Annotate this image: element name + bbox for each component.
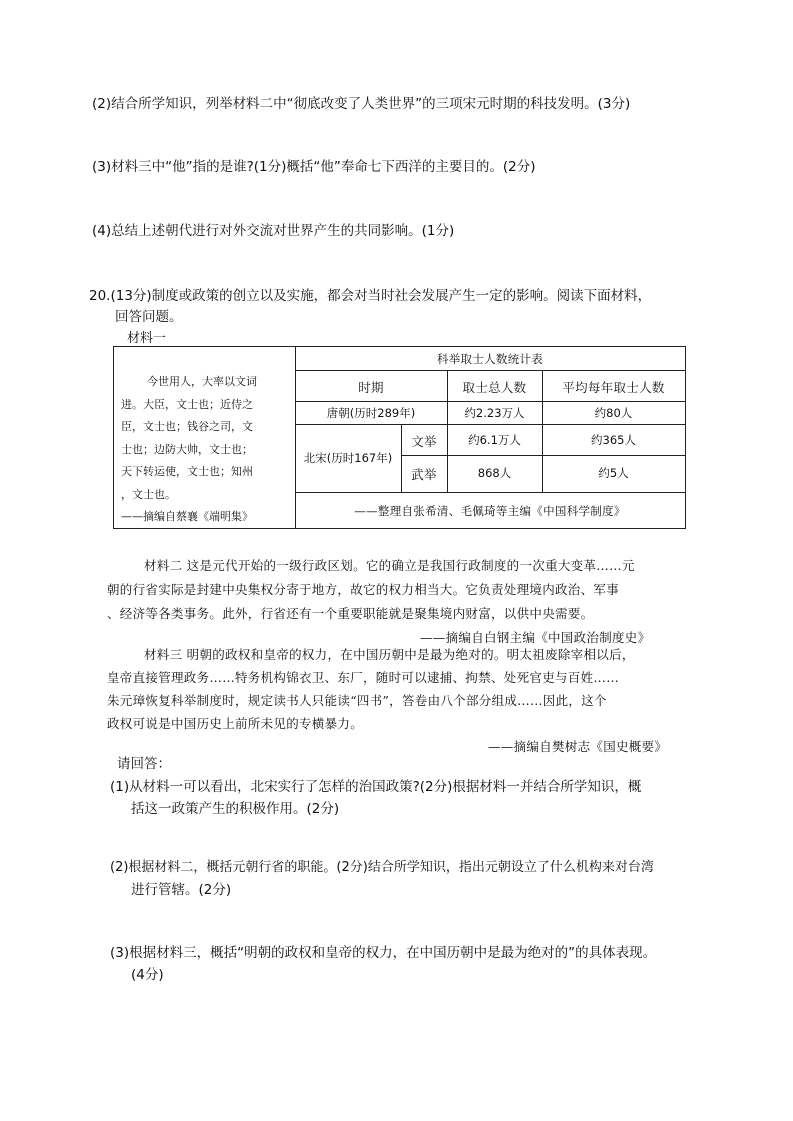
divider	[295, 401, 685, 402]
quote-line: 臣，文士也；钱谷之司，文	[121, 420, 253, 433]
sub-question-2-line1: (2)根据材料二，概括元朝行省的职能。(2分)结合所学知识，指出元朝设立了什么机构来对台湾	[110, 860, 654, 875]
material1-label: 材料一	[127, 331, 167, 346]
row-tang-total: 约2.23万人	[464, 406, 525, 420]
row-tang-period: 唐朝(历时289年)	[326, 406, 416, 420]
divider	[295, 424, 685, 425]
quote-line: ，文士也。	[121, 487, 176, 501]
row-song-military-total: 868人	[477, 466, 512, 480]
material3-line: 材料三 明朝的政权和皇帝的权力，在中国历朝中是最为绝对的。明太祖废除宰相以后，	[144, 647, 635, 662]
divider	[295, 370, 685, 371]
row-song-civil-avg: 约365人	[591, 433, 636, 447]
question-4: (4)总结上述朝代进行对外交流对世界产生的共同影响。(1分)	[92, 223, 455, 239]
quote-line: 进。大臣，文士也；近侍之	[121, 397, 253, 411]
q20-intro-line1: 20.(13分)制度或政策的创立以及实施，都会对当时社会发展产生一定的影响。阅读下面材料，	[89, 288, 652, 304]
quote-line: 天下转运使，文士也；知州	[121, 465, 253, 478]
material2-line: 朝的行省实际是封建中央集权分寄于地方，故它的权力相当大。它负责处理境内政治、军事	[107, 582, 620, 597]
table-source: ——整理自张希清、毛佩琦等主编《中国科学制度》	[354, 504, 626, 518]
row-song-military-avg: 约5人	[598, 466, 629, 480]
material2-line: 材料二 这是元代开始的一级行政区划。它的确立是我国行政制度的一次重大变革……元	[144, 558, 635, 573]
header-avg: 平均每年取士人数	[562, 380, 665, 395]
row-song-military: 武举	[411, 467, 437, 482]
sub-question-1-line2: 括这一政策产生的积极作用。(2分)	[131, 801, 340, 817]
header-total: 取士总人数	[462, 380, 527, 395]
sub-question-2-line2: 进行管辖。(2分)	[131, 882, 232, 898]
divider	[401, 455, 685, 456]
question-2: (2)结合所学知识，列举材料二中“彻底改变了人类世界”的三项宋元时期的科技发明。(3分)	[92, 96, 631, 112]
material3-line: 皇帝直接管理政务……特务机构锦衣卫、东厂，随时可以逮捕、拘禁、处死官吏与百姓……	[107, 670, 620, 685]
sub-question-3-line1: (3)根据材料三，概括“明朝的政权和皇帝的权力，在中国历朝中是最为绝对的”的具体表现。	[110, 945, 657, 961]
row-song-civil: 文举	[411, 434, 437, 449]
row-song-period: 北宋(历时167年)	[303, 451, 393, 465]
header-period: 时期	[358, 380, 384, 395]
please-answer: 请回答：	[117, 756, 171, 772]
quote-line: 今世用人，大率以文词	[147, 375, 257, 388]
material2-line: 、经济等各类事务。此外，行省还有一个重要职能就是聚集境内财富，以供中央需要。	[107, 606, 594, 621]
material2-source: ——摘编自白钢主编《中国政治制度史》	[420, 630, 651, 645]
sub-question-1-line1: (1)从材料一可以看出，北宋实行了怎样的治国政策?(2分)根据材料一并结合所学知识，概	[110, 779, 642, 795]
material3-line: 政权可说是中国历史上前所未见的专横暴力。	[107, 716, 364, 731]
table-title: 科举取士人数统计表	[436, 352, 544, 366]
divider	[295, 347, 296, 528]
sub-question-3-line2: (4分)	[131, 967, 164, 983]
question-3: (3)材料三中“他”指的是谁?(1分)概括“他”奉命七下西洋的主要目的。(2分)	[92, 159, 536, 175]
q20-intro-line2: 回答问题。	[115, 309, 183, 325]
material1-box	[113, 346, 686, 529]
material3-source: ——摘编自樊树志《国史概要》	[488, 739, 668, 754]
quote-source: ——摘编自蔡襄《端明集》	[121, 510, 253, 523]
row-song-civil-total: 约6.1万人	[468, 433, 521, 447]
quote-line: 士也；边防大帅，文士也；	[121, 442, 253, 456]
material1-quote	[121, 371, 293, 529]
divider	[295, 492, 685, 493]
row-tang-avg: 约80人	[594, 406, 633, 420]
material3-line: 朱元璋恢复科举制度时，规定读书人只能读“四书”，答卷由八个部分组成……因此，这个	[107, 693, 607, 708]
